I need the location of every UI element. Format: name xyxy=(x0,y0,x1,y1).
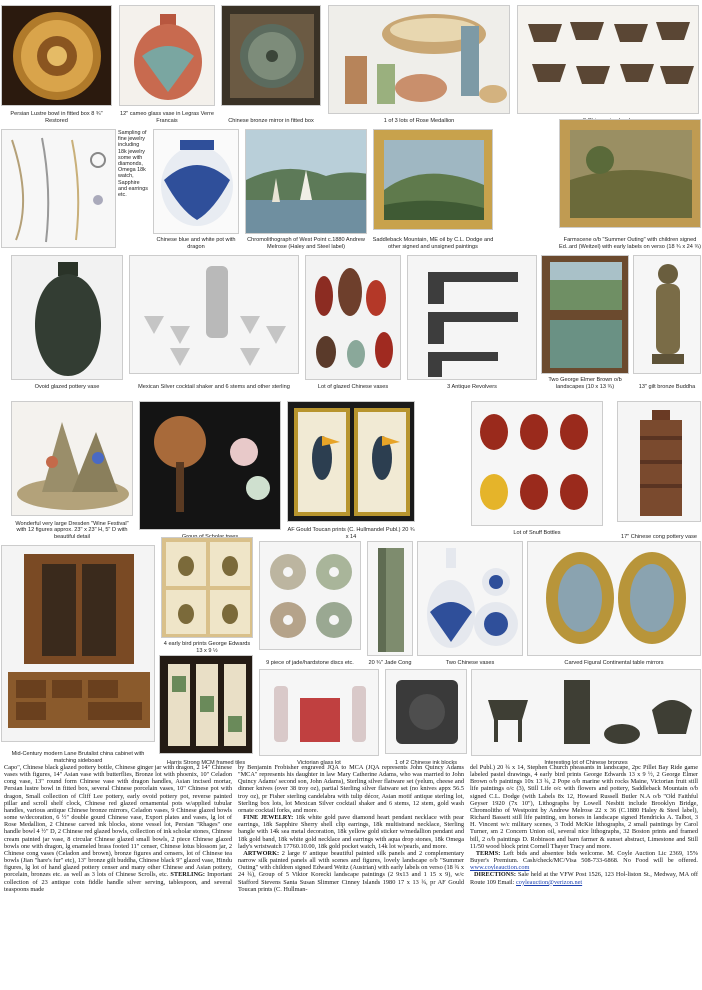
directions-label: DIRECTIONS: xyxy=(473,871,516,879)
discs-illustration xyxy=(260,542,361,650)
lot-caption: 9 piece of jade/hardstone discs etc. xyxy=(266,659,354,666)
lot-jade-cong xyxy=(366,540,414,666)
lot-toucan-prints xyxy=(286,400,416,540)
photo-jade-discs xyxy=(259,541,361,650)
lot-chromolithograph xyxy=(244,128,368,250)
pot-illustration xyxy=(154,130,239,234)
lot-caption: 1 of 2 Chinese ink blocks xyxy=(394,759,458,766)
sterling-label: STERLING: xyxy=(170,871,206,879)
revolvers-illustration xyxy=(408,256,537,380)
lot-rose-medallion xyxy=(327,4,511,124)
sterling-text: Important collection of 23 antique coin fiddle handle silver serving, tablespoon, and several teaspoons made xyxy=(4,871,232,893)
lot-figural-mirrors xyxy=(526,540,702,666)
toucan-illustration xyxy=(288,402,415,522)
photo-lane-cabinet xyxy=(1,545,155,742)
cocktail-shaker-illustration xyxy=(130,256,299,374)
lot-dresden-wine-festival xyxy=(10,400,134,540)
mirror-illustration xyxy=(222,6,321,106)
fine-jewelry-text: 18k white gold pave diamond heart pendant necklace with pear earrings, 18k Sapphire Sherry shell clip earrings, 18k multistrand necklace, Sterling bangle with 14k sea metal decoration, 18k yellow gold sticker w/medallion pendant and 18k gold band, 18k white gold necklace and earrings with aqua drop stones, 18k Omega lady's wristwatch 17760.10.00, 18k gold pocket watch, 14k lot w/pearls, and more. xyxy=(238,814,464,850)
photo-chromolithograph xyxy=(245,129,367,234)
photo-revolvers xyxy=(407,255,537,380)
lot-mexican-silver xyxy=(128,254,300,390)
lot-ovoid-vase xyxy=(10,254,124,390)
lot-blue-white-pot xyxy=(152,128,240,250)
lot-caption: Lot of glazed Chinese vases xyxy=(317,383,389,390)
lot-caption: Persian Lustre bowl in fitted box 8 ¾" Restored xyxy=(10,111,103,124)
photo-snuff-bottles xyxy=(471,401,603,526)
photo-victorian-glass xyxy=(259,669,379,756)
lot-glazed-chinese-vases xyxy=(304,254,402,390)
lot-snuff-bottles xyxy=(470,400,604,536)
photo-persian-lustre-bowl xyxy=(1,5,112,106)
bronzes-illustration xyxy=(472,670,701,756)
lot-caption: AF Gould Toucan prints (C. Hullmandel Publ.) 20 ¾ x 14 xyxy=(287,527,415,540)
general-lots-text: Capo", Chinese black glazed pottery bottle, Chinese ginger jar with dragon, 2 14" Chinese vases with figures, 14" Asian vase with butterflies, Bronze lot with phoenix, 10" Celadon cong vase, 13" round form Chinese vase with dragon handles, Asian incised mortar, Persian lustre bowl in fitted box, several Chinese porcelain vases, 10" Chinese pot with dragon, Small collection of Cliff Lee pottery, early ovoid pottery pot, reverse painted pillar and scroll shelf clock, Chinese red glazed ornamental pots w/applied tubular handles, various antique Chinese bronze mirrors, Celadon vases, 9 Chinese glazed bowls some w/decoration, 6 ½" double gourd Chinese vase, Export plates and vases, lg lot of Rose Medallion, 2 Chinese carved ink blocks, stone vessel lot, Persian "Rhages" one handle bowl 4 ½" D, 2 Chinese red glazed bowls, collection of ink scholar stones, Chinese cream painted jar vase, 8 circular Chinese glazed small bowls, 2 piece Chinese glazed bowls one with dragon, lg enameled brass footed 11" censer, Chinese lotus blossom jar, 2 Chinese cong vases (Celadon and brown), bronze figures and censers, lot of Chinese tea bowls (Jian "hare's fur" etc), 13" bronze gilt buddha, Chinese black 9" glazed vase, Hindu figures, lg lot of hand glazed pottery censer and many other Chinese and Asian pottery, porcelain, bronzes etc. as well as 3 lots of Chinese Scrolls, etc. xyxy=(4,764,232,879)
lot-revolvers xyxy=(406,254,538,390)
photo-ink-blocks xyxy=(385,669,467,754)
lot-caption: Ovoid glazed pottery vase xyxy=(34,383,100,390)
photo-toucan-prints xyxy=(287,401,415,522)
lot-caption: Chinese blue and white pot with dragon xyxy=(156,237,236,250)
photo-glazed-vases xyxy=(305,255,401,380)
lot-caption: Interesting lot of Chinese bronzes xyxy=(544,759,628,766)
porcelain-illustration xyxy=(329,6,510,114)
photo-gilt-buddha xyxy=(633,255,701,374)
vase-illustration xyxy=(120,6,215,106)
lot-chinese-bronzes xyxy=(470,668,702,766)
cong-illustration xyxy=(618,402,701,522)
photo-jade-cong xyxy=(367,541,413,656)
lot-jade-discs xyxy=(258,540,362,666)
lot-summer-outing xyxy=(558,118,702,250)
lot-caption: Lot of Snuff Bottles xyxy=(513,529,561,536)
sterling-continued-text: by Benjamin Frobisher engraved JQA to MCA (JQA represents John Quincy Adams "MCA" represents his daughter in law Mary Catherine Adams, who was married to John Quincy Adams' second son, John Adams), Sterling silver flatware set (yelum, cheese and dinner knives (over 38 troy oz), partial Sterling silver flatware set (no knives appx 56.5 troy oz), pr Fisher sterling candelabra with tulip décor, Asian motif antique sterling lot, Sterling box lots, lot Mexican Silver cocktail shaker and 6 stems, 12 stem, gold wash ornate cocktail forks, and more. xyxy=(238,764,464,814)
artwork-continued-text: del Publ.) 20 ¾ x 14, Stephen Church pheasants in landscape, 2pc Pillet Bay Ride game labeled pastel drawings, 4 early bird prints George Edwards 13 x 9 ½, 2 George Elmer Brown o/b paintings 10x 13 ¾, 2 Pope o/b marine with rocks Maine, Victorian fruit still life paintings o/c (3), Still Life o/c with flowers and pottery, Saddleback Mountain o/b signed C.L. Dodge (with Labels 8x 12, Howard Russell Butler N.A o/b "Old Faithful Geyser 1920 (7x 10"), Lithographs by Lowell Nesbitt include Brooklyn Bridge, Chromolitho of Westpoint by Andrew Melrose 22 x 36 (C.1880 Haley & Steel label), Richard Bassett still life painting, sm horses in landscape signed Hendricks A. Talbot, 3 H. Vincent w/c military scenes, 3 Todd McKie lithographs, 2 small paintings by Carol Turner, sm 2 Concern Union oil, several nice lithographs, 32 Boston prints and framed bill, 2 o/b paintings D. Robinson and barn farmer & sunset abstract, Limestone and Still 11/50 wood block print Cornell Thayer Tracy and more. xyxy=(470,764,698,850)
auction-email-link[interactable]: coyleauction@verizon.net xyxy=(516,878,583,886)
ink-block-illustration xyxy=(386,670,467,754)
terms-text: Left bids and absentee bids welcome. M. Coyle Auction Lic 2369, 15% Buyer's Premium. Cash/check/MC/Visa 508-733-6868. No Food will be offered. xyxy=(470,849,698,865)
text-column-3 xyxy=(470,764,698,986)
photo-dresden xyxy=(11,401,133,516)
text-column-1 xyxy=(4,764,232,986)
lot-caption: Two George Elmer Brown o/b landscapes (10 x 13 ¾) xyxy=(548,377,622,390)
lot-caption: Victorian glass lot xyxy=(297,759,341,766)
lot-caption: 3 Antique Revolvers xyxy=(447,383,497,390)
lot-scholar-trees xyxy=(138,400,282,540)
auction-website-link[interactable]: www.coyleauction.com xyxy=(470,864,530,872)
artwork-text: 2 large 6' antique beautiful painted silk panels and 2 complementary narrow silk painted panels all with scenes and figures, lovely landscape o/b "Summer Outing" with children signed Edward Weitz (Austrian) with early labels on verso (18 ¾ x 24 ¾), Group of 5 Viktor Korecki landscape paintings (2 9x13 and 1 15 x 9), w/c Stafford Stevens Santa Susan Slimmer Cinney Islands 1980 17 x 13 ¾, pr AF Gould Toucan prints (C. Hullman- xyxy=(238,849,464,893)
dresden-illustration xyxy=(12,402,133,516)
photo-saddleback xyxy=(373,129,493,230)
lot-caption: Wonderful very large Dresden "Wine Festival" with 12 figures approx. 23" x 23" H, 5" D with beautiful detail xyxy=(15,521,129,540)
photo-george-elmer-brown xyxy=(541,255,629,374)
cabinet-illustration xyxy=(2,546,155,742)
directions-text: Sale held at the VFW Post 1526, 123 Hol-liston St., Medway, MA off Route 109 Email: xyxy=(470,871,698,886)
lot-two-chinese-vases xyxy=(416,540,524,666)
lot-caption: 17" Chinese cong pottery vase xyxy=(621,533,697,540)
lot-george-elmer-brown xyxy=(540,254,630,390)
artwork-label: ARTWORK: xyxy=(243,849,280,857)
farmscene-illustration xyxy=(560,120,701,228)
trees-illustration xyxy=(140,402,281,530)
lot-lane-brutalist-cabinet xyxy=(0,544,156,764)
photo-mexican-silver xyxy=(129,255,299,374)
westpoint-illustration xyxy=(246,130,367,234)
photo-jewelry xyxy=(1,129,116,248)
mirrors-illustration xyxy=(528,542,701,656)
photo-ovoid-vase xyxy=(11,255,123,380)
jewelry-illustration xyxy=(2,130,116,248)
photo-two-chinese-vases xyxy=(417,541,523,656)
bowl-illustration xyxy=(2,6,112,106)
photo-edwards-birds xyxy=(161,537,253,638)
lot-tea-bowls xyxy=(516,4,700,124)
photo-scholar-trees xyxy=(139,401,281,530)
lot-caption: Chinese bronze mirror in fitted box xyxy=(228,117,314,124)
lot-cameo-glass-vase xyxy=(118,4,216,124)
photo-summer-outing xyxy=(559,119,701,228)
lot-persian-lustre-bowl xyxy=(0,4,113,124)
lot-caption: 12" cameo glass vase in Legras Verre Francais xyxy=(119,111,215,124)
bird-prints-illustration xyxy=(162,538,253,638)
terms-label: TERMS: xyxy=(475,849,501,857)
photo-chinese-bronzes xyxy=(471,669,701,756)
lot-caption: Carved Figural Continental table mirrors xyxy=(564,659,664,666)
lot-gilt-buddha xyxy=(632,254,702,390)
lot-caption: Mexican Silver cocktail shaker and 6 stems and other sterling xyxy=(138,383,290,390)
photo-blue-white-pot xyxy=(153,129,239,234)
lot-caption: Mid-Century modern Lane Brutalist china cabinet with matching sideboard xyxy=(11,751,145,764)
lot-caption: 20 ¾" Jade Cong xyxy=(368,659,412,666)
photo-cong-vase xyxy=(617,401,701,522)
photo-bronze-mirror xyxy=(221,5,321,106)
lot-cong-vase xyxy=(616,400,702,540)
lot-caption: Harris Strong MCM framed tiles xyxy=(166,759,246,766)
lot-caption: 13" gilt bronze Buddha xyxy=(638,383,696,390)
photo-harris-strong xyxy=(159,655,253,754)
lot-caption: Farmscene o/b "Summer Outing" with children signed Ed..ard (Weitzel) with early labels on verso (18 ¾ x 24 ¾) xyxy=(559,237,701,250)
tea-bowls-illustration xyxy=(518,6,699,114)
lot-george-edwards-birds xyxy=(160,536,254,654)
landscapes-illustration xyxy=(542,256,629,374)
landscape-illustration xyxy=(374,130,493,230)
photo-tea-bowls xyxy=(517,5,699,114)
lot-caption: Saddleback Mountain, ME oil by C.L. Dodge and other signed and unsigned paintings xyxy=(372,237,494,250)
fine-jewelry-label: FINE JEWELRY: xyxy=(243,814,294,822)
lot-bronze-mirror xyxy=(220,4,322,124)
ovoid-vase-illustration xyxy=(12,256,123,380)
text-column-2 xyxy=(238,764,464,986)
lot-ink-blocks xyxy=(384,668,468,766)
vases-illustration xyxy=(306,256,401,380)
lot-caption: 4 early bird prints George Edwards 13 x 9 ½ xyxy=(163,641,251,654)
photo-figural-mirrors xyxy=(527,541,701,656)
lot-saddleback-mountain xyxy=(372,128,494,250)
photo-rose-medallion xyxy=(328,5,510,114)
blue-white-vases-illustration xyxy=(418,542,523,656)
tiles-illustration xyxy=(160,656,253,754)
glass-illustration xyxy=(260,670,379,756)
lot-caption: 1 of 3 lots of Rose Medallion xyxy=(383,117,455,124)
lot-jewelry xyxy=(0,128,148,250)
lot-caption: Chromolithograph of West Point c.1880 Andrew Melrose (Haley and Steel label) xyxy=(247,237,365,250)
photo-cameo-vase xyxy=(119,5,215,106)
lot-caption: Two Chinese vases xyxy=(445,659,495,666)
snuff-bottles-illustration xyxy=(472,402,603,526)
jade-cong-illustration xyxy=(368,542,413,656)
buddha-illustration xyxy=(634,256,701,374)
lot-victorian-glass xyxy=(258,668,380,766)
lot-caption: Sampling of fine jewelry including 18k jewelry some with diamonds, Omega 18k watch, Sapphire and earrings etc. xyxy=(118,130,148,199)
lot-harris-strong-tiles xyxy=(158,654,254,766)
